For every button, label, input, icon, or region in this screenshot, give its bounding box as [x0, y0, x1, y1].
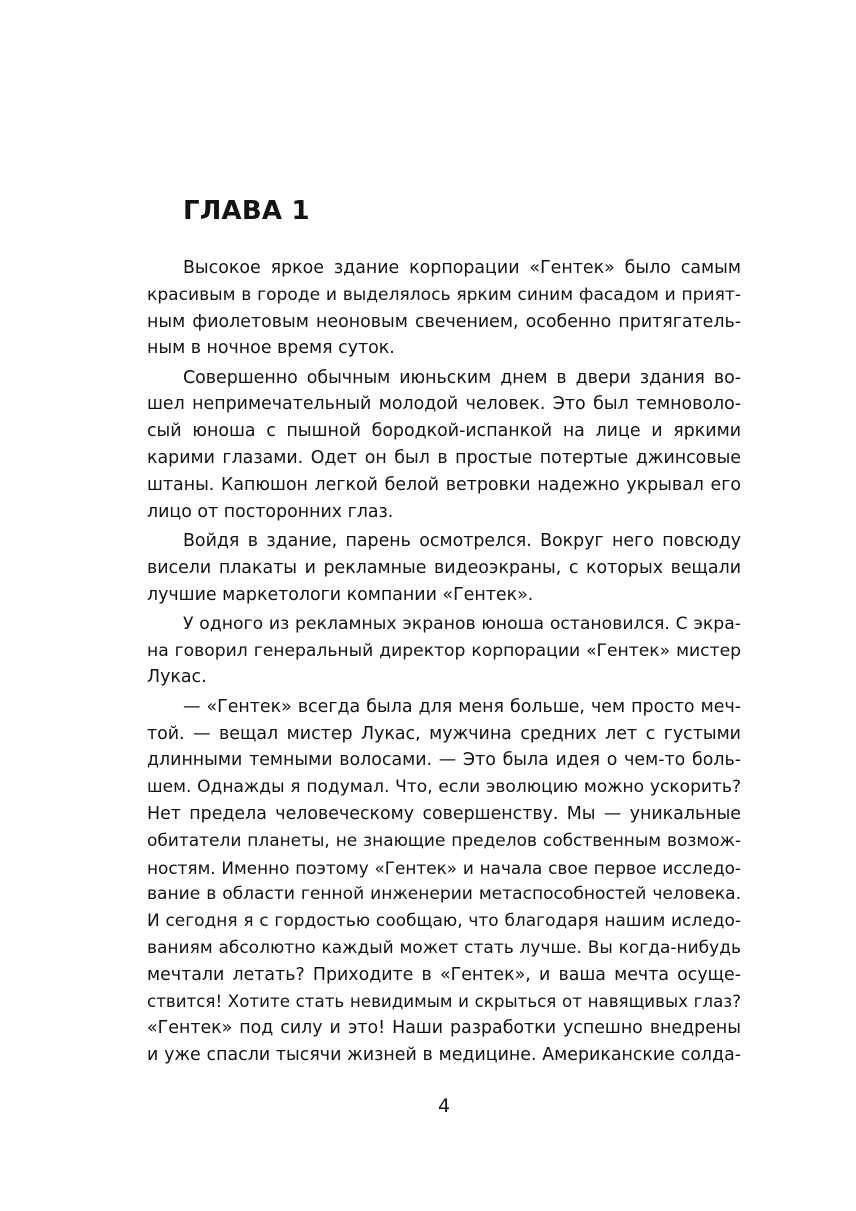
text-line: лучшие маркетологи компании «Гентек». [147, 584, 534, 605]
text-line: ностям. Именно поэтому «Гентек» и начала свое первое исследо- [147, 857, 741, 878]
text-line: Лукас. [147, 667, 207, 688]
paragraph [147, 694, 741, 1069]
text-line: лицо от посторонних глаз. [147, 501, 394, 522]
text-line: И сегодня я с гордостью сообщаю, что благодаря нашим иследо- [147, 911, 741, 932]
text-line: «Гентек» под силу и это! Наши разработки успешно внедрены [147, 1018, 741, 1039]
text-line: обитатели планеты, не знающие пределов собственным возмож- [147, 830, 741, 851]
text-line: Войдя в здание, парень осмотрелся. Вокруг него повсюду [183, 530, 741, 551]
chapter-body [147, 255, 741, 1069]
text-line: ным фиолетовым неоновым свечением, особенно притягатель- [147, 311, 741, 332]
text-line: У одного из рекламных экранов юноша остановился. С экра- [183, 613, 741, 634]
text-line: и уже спасли тысячи жизней в медицине. Американские солда- [147, 1045, 741, 1066]
text-line: Совершенно обычным июньским днем в двери здания во- [183, 367, 741, 388]
text-line: ствится! Хотите стать невидимым и скрыться от навящивых глаз? [147, 991, 741, 1011]
text-line: шем. Однажды я подумал. Что, если эволюцию можно ускорить? [147, 777, 741, 798]
text-line: на говорил генеральный директор корпорации «Гентек» мистер [147, 640, 741, 661]
text-line: вание в области генной инженерии метаспособностей человека. [147, 884, 741, 905]
text-line: мечтали летать? Приходите в «Гентек», и ваша мечта осуще- [147, 964, 741, 985]
page-number: 4 [437, 1095, 451, 1117]
paragraph [147, 528, 741, 608]
text-line: висели плакаты и рекламные видеоэкраны, с которых вещали [147, 557, 741, 578]
text-line: ваниям абсолютно каждый может стать лучше. Вы когда-нибудь [147, 937, 741, 958]
text-line: той. — вещал мистер Лукас, мужчина средних лет с густыми [147, 723, 741, 744]
text-line: Высокое яркое здание корпорации «Гентек» было самым [183, 258, 741, 278]
chapter-title: ГЛАВА 1 [183, 196, 310, 226]
paragraph [147, 611, 741, 691]
text-line: — «Гентек» всегда была для меня больше, чем просто меч- [183, 696, 741, 717]
text-line: ным в ночное время суток. [147, 338, 395, 359]
text-line: сый юноша с пышной бородкой-испанкой на лице и яркими [147, 421, 741, 442]
text-line: шел непримечательный молодой человек. Это был темноволо- [147, 394, 741, 415]
text-line: красивым в городе и выделялось ярким синим фасадом и прият- [147, 284, 741, 305]
text-line: карими глазами. Одет он был в простые потертые джинсовые [147, 448, 741, 469]
text-line: штаны. Капюшон легкой белой ветровки надежно укрывал его [147, 474, 741, 495]
paragraph [147, 365, 741, 526]
text-line: длинными темными волосами. — Это была идея о чем-то боль- [147, 750, 741, 771]
paragraph [147, 255, 741, 362]
text-line: Нет предела человеческому совершенству. Мы — уникальные [147, 803, 741, 824]
